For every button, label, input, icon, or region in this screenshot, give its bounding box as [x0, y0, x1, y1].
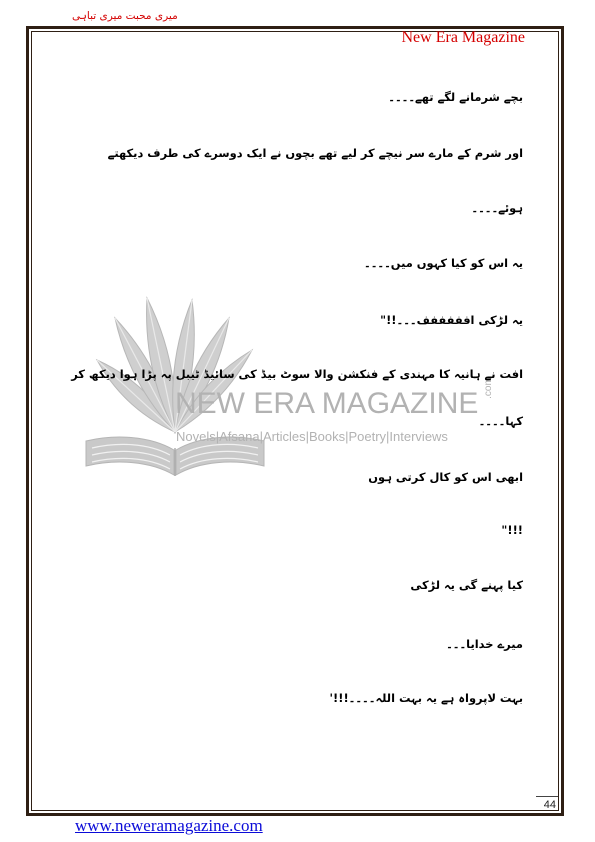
text-line: یہ اس کو کیا کہوں میں۔۔۔۔	[364, 256, 523, 270]
magazine-name: New Era Magazine	[401, 29, 525, 46]
text-line: ہوئے۔۔۔۔	[471, 201, 523, 215]
watermark-domain: .com	[483, 377, 494, 399]
body-text	[60, 0, 523, 760]
website-link[interactable]: www.neweramagazine.com	[75, 816, 263, 835]
text-line: اور شرم کے مارے سر نیچے کر لیے تھے بچوں نے ایک دوسرے کی طرف دیکھتے	[107, 146, 523, 160]
text-line: بچے شرمانے لگے تھے۔۔۔۔	[388, 90, 523, 104]
text-line: کیا پہنے گی یہ لڑکی	[410, 578, 523, 592]
watermark-title: NEW ERA MAGAZINE	[175, 387, 479, 420]
text-line: کہا۔۔۔۔	[478, 414, 523, 428]
text-line: افت نے ہانیہ کا مہندی کے فنکشن والا سوٹ بیڈ کی سائیڈ ٹیبل پہ پڑا ہوا دیکھ کر	[71, 367, 523, 381]
page-number: 44	[543, 799, 556, 811]
text-line: ابھی اس کو کال کرتی ہوں	[368, 470, 523, 484]
text-line: یہ لڑکی افففففف۔۔۔!!"	[380, 313, 523, 327]
running-header-title: میری محبت میری تباہی	[72, 10, 178, 22]
text-line: میرے خدایا۔۔۔	[446, 637, 523, 651]
text-line: بہت لاپرواہ ہے یہ بہت اللہ۔۔۔۔!!!'	[329, 691, 523, 705]
watermark-tagline: Novels|Afsana|Articles|Books|Poetry|Interviews	[176, 429, 448, 444]
text-line: "!!!	[501, 523, 523, 537]
